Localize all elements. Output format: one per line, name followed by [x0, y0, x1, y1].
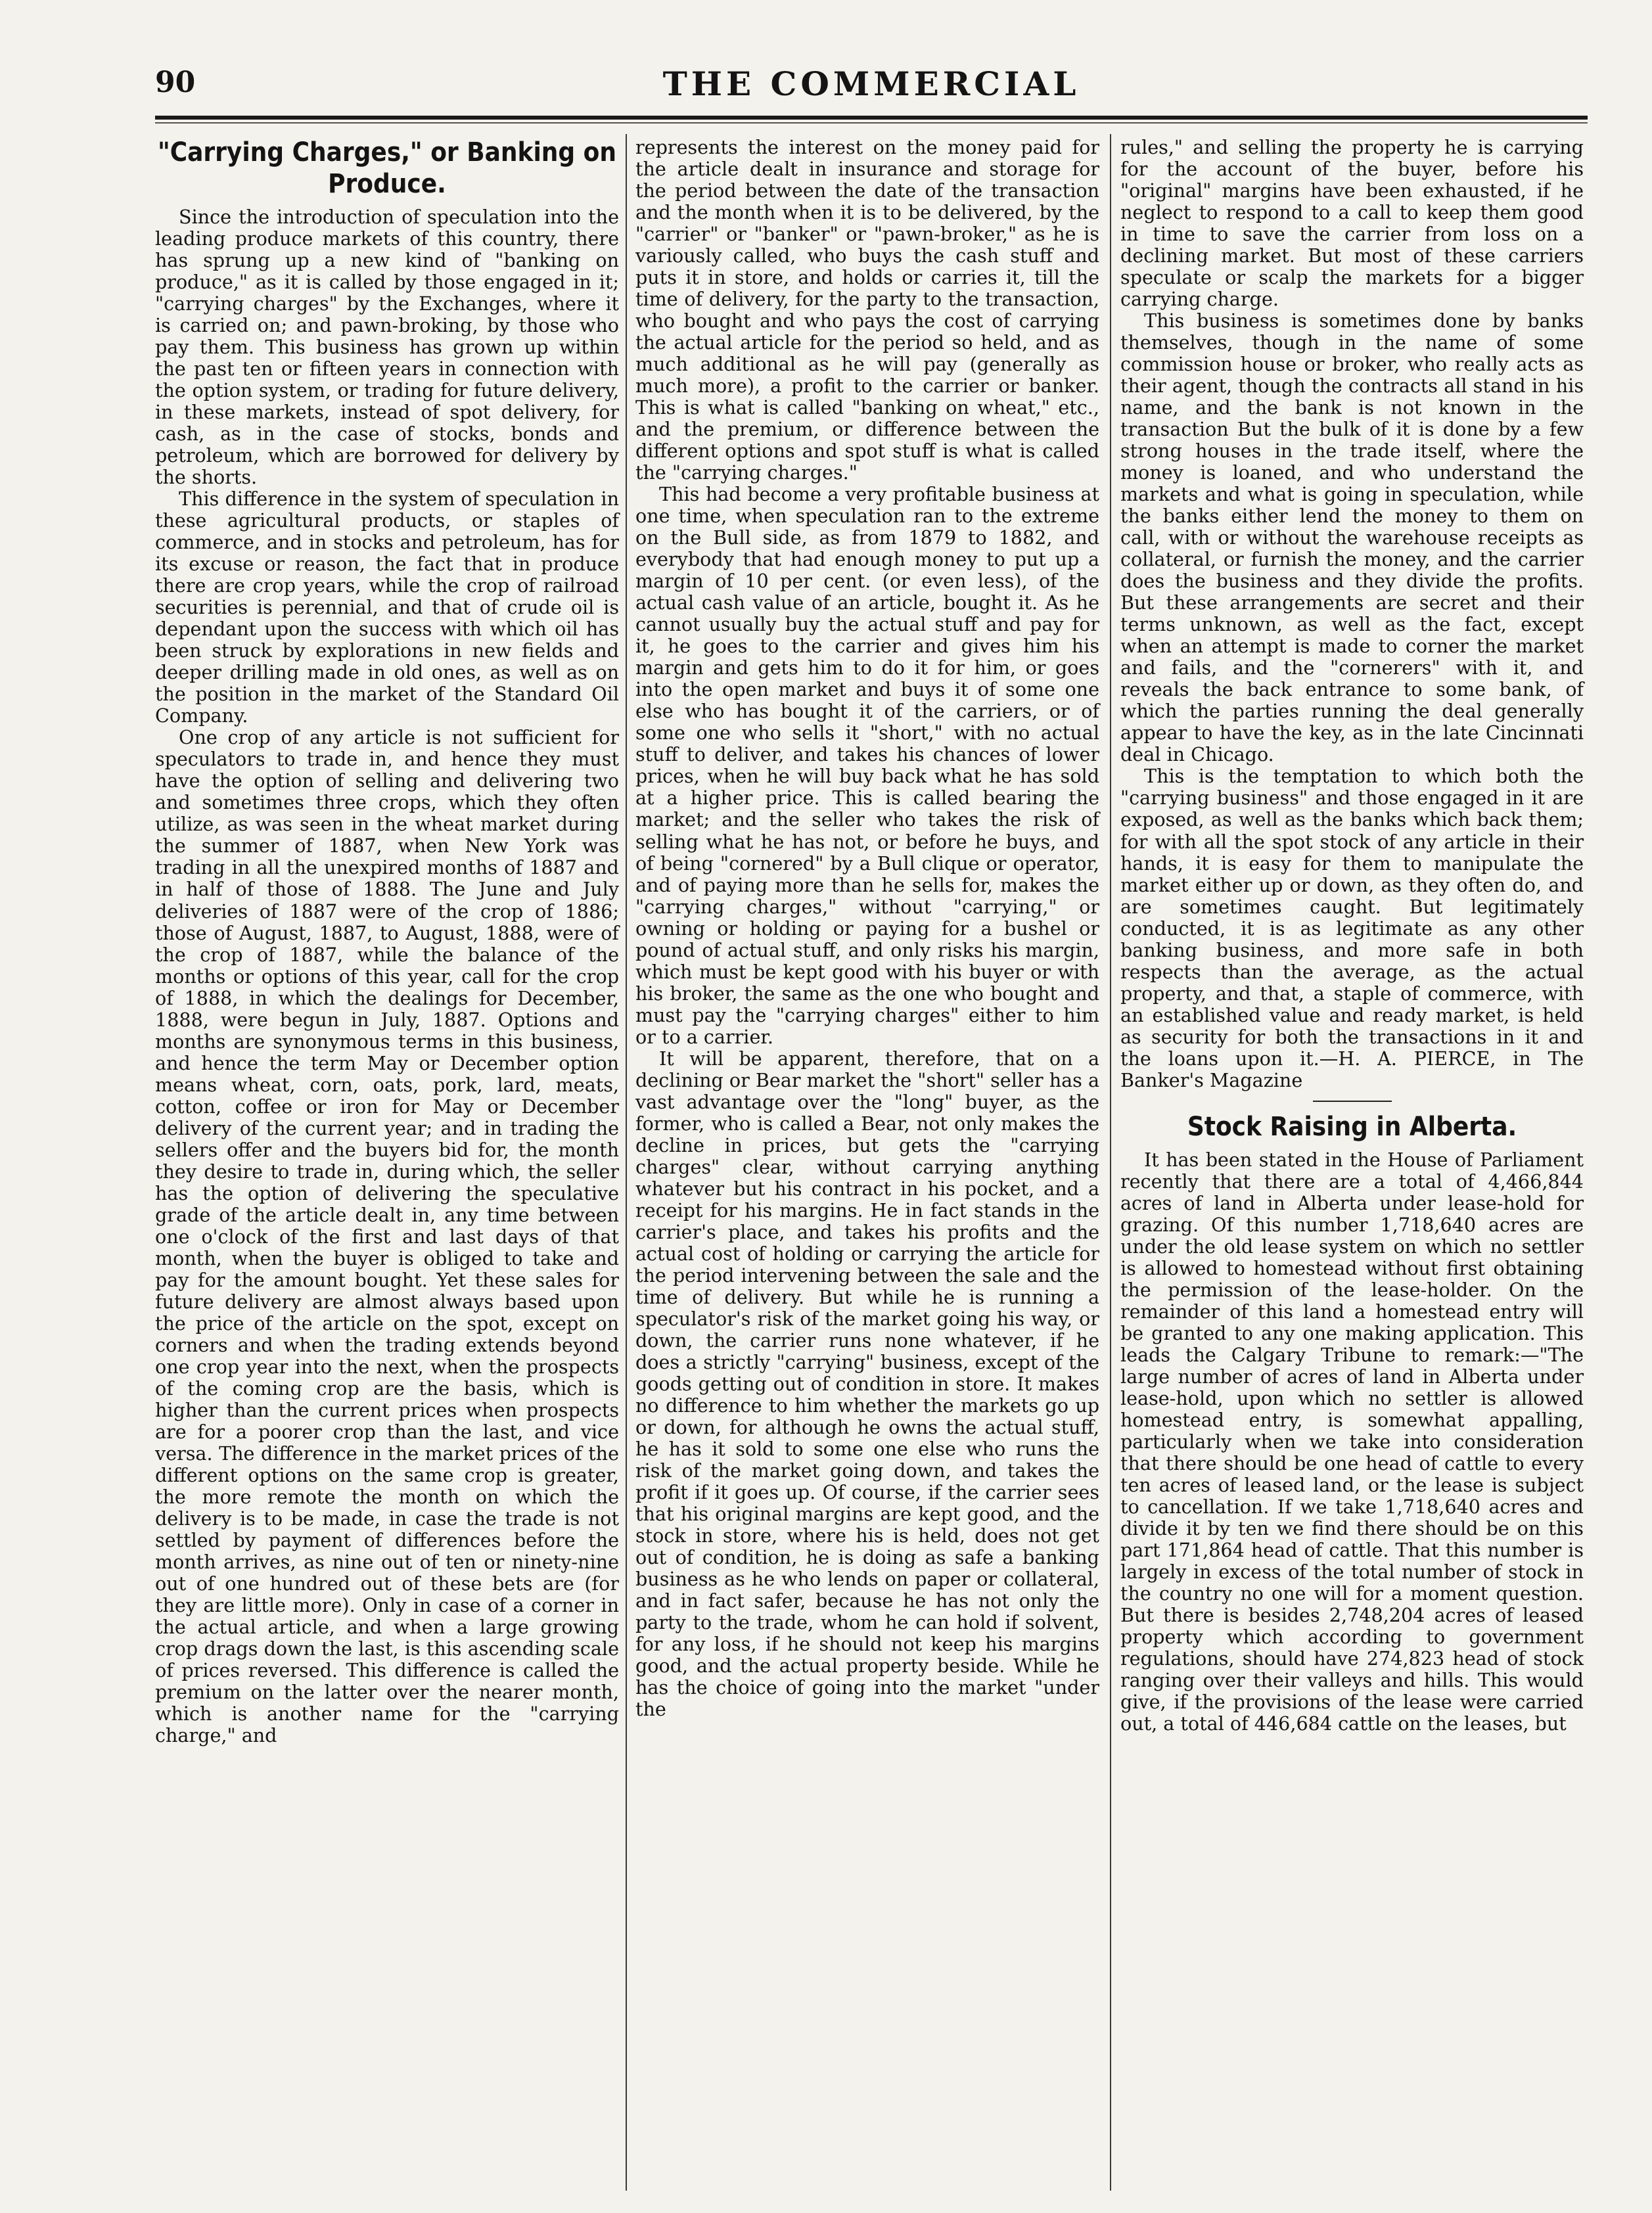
- page-header: [155, 66, 1588, 112]
- header-rule: [155, 116, 1588, 120]
- column-divider: [626, 134, 627, 2191]
- column-2: [635, 137, 1099, 1720]
- column-1: [155, 137, 619, 1746]
- paragraph: This business is sometimes done by banks themselves, though in the name of some commission house or broker, who really acts as their agent, though the contracts all stand in his name, and the bank is not known in the transaction But the bulk of it is done by a few strong houses in the trade itself, where the money is loaned, and who understand the markets and what is going in speculation, while the banks either lend the money to them on call, with or without the warehouse receipts as collateral, or furnish the money, and the carrier does the business and they divide the profits. But these arrangements are secret and their terms unknown, as well as the fact, except when an attempt is made to corner the market and fails, and the "cornerers" with it, and reveals the back entrance to some bank, of which the parties running the deal generally appear to have the key, as in the late Cincinnati deal in Chicago.: [1120, 309, 1584, 766]
- paragraph: Since the introduction of speculation into the leading produce markets of this country, there has sprung up a new kind of "banking on produce," as it is called by those engaged in it; "carrying charges" by the Exchanges, where it is carried on; and pawn-broking, by those who pay them. This business has grown up within the past ten or fifteen years in connection with the option system, or trading for future delivery, in these markets, instead of spot delivery, for cash, as in the case of stocks, bonds and petroleum, which are borrowed for delivery by the shorts.: [155, 206, 619, 489]
- paragraph: It has been stated in the House of Parliament recently that there are a total of 4,466,844 acres of land in Alberta under lease-hold for grazing. Of this number 1,718,640 acres are under the old lease system on which no settler is allowed to homestead without first obtaining the permission of the lease-holder. On the remainder of this land a homestead entry will be granted to any one making application. This leads the Calgary Tribune to remark:—"The large number of acres of land in Alberta under lease-hold, upon which no settler is allowed homestead entry, is somewhat appalling, particularly when we take into consideration that there should be one head of cattle to every ten acres of leased land, or the lease is subject to cancellation. If we take 1,718,640 acres and divide it by ten we find there should be on this part 171,864 head of cattle. That this number is largely in excess of the total number of stock in the country no one will for a moment question. But there is besides 2,748,204 acres of leased property which according to government regulations, should have 274,823 head of stock ranging over their valleys and hills. This would give, if the provisions of the lease were carried out, a total of 446,684 cattle on the leases, but: [1120, 1148, 1584, 1735]
- paragraph: It will be apparent, therefore, that on a declining or Bear market the "short" seller has a vast advantage over the "long" buyer, as the former, who is called a Bear, not only makes the decline in prices, but gets the "carrying charges" clear, without carrying anything whatever but his contract in his pocket, and a receipt for his margins. He in fact stands in the carrier's place, and takes his profits and the actual cost of holding or carrying the article for the period intervening between the sale and the time of delivery. But while he is running a speculator's risk of the market going his way, or down, the carrier runs none whatever, if he does a strictly "carrying" business, except of the goods getting out of condition in store. It makes no difference to him whether the markets go up or down, for although he owns the actual stuff, he has it sold to some one else who runs the risk of the market going down, and takes the profit if it goes up. Of course, if the carrier sees that his original margins are kept good, and the stock in store, where his is held, does not get out of condition, he is doing as safe a banking business as he who lends on paper or collateral, and in fact safer, because he has not only the party to the trade, whom he can hold if solvent, for any loss, if he should not keep his margins good, and the actual property beside. While he has the choice of going into the market "under the: [635, 1047, 1099, 1721]
- article-headline: "Carrying Charges," or Banking on Produce.: [157, 137, 617, 199]
- column-divider: [1110, 134, 1111, 2191]
- paragraph: This difference in the system of speculation in these agricultural products, or staples of commerce, and in stocks and petroleum, has for its excuse or reason, the fact that in produce there are crop years, while the crop of railroad securities is perennial, and that of crude oil is dependant upon the success with which oil has been struck by explorations in new fields and deeper drilling made in old ones, as well as on the position in the market of the Standard Oil Company.: [155, 488, 619, 727]
- page-number: 90: [155, 66, 196, 99]
- paragraph: This is the temptation to which both the "carrying business" and those engaged in it are exposed, as well as the banks which back them; for with all the spot stock of any article in their hands, it is easy for them to manipulate the market either up or down, as they often do, and are sometimes caught. But legitimately conducted, it is as legitimate as any other banking business, and more safe in both respects than the average, as the actual property, and that, a staple of commerce, with an established value and ready market, is held as security for both the transactions in it and the loans upon it.—H. A. PIERCE, in The Banker's Magazine: [1120, 765, 1584, 1091]
- article-separator: [1313, 1101, 1392, 1102]
- paragraph: One crop of any article is not sufficient for speculators to trade in, and hence they must have the option of selling and delivering two and sometimes three crops, which they often utilize, as was seen in the wheat market during the summer of 1887, when New York was trading in all the unexpired months of 1887 and in half of those of 1888. The June and July deliveries of 1887 were of the crop of 1886; those of August, 1887, to August, 1888, were of the crop of 1887, while the balance of the months or options of this year, call for the crop of 1888, in which the dealings for December, 1888, were begun in July, 1887. Options and months are synonymous terms in this business, and hence the term May or December option means wheat, corn, oats, pork, lard, meats, cotton, coffee or iron for May or December delivery of the current year; and in trading the sellers offer and the buyers bid for, the month they desire to trade in, during which, the seller has the option of delivering the speculative grade of the article dealt in, any time between one o'clock of the first and last days of that month, when the buyer is obliged to take and pay for the amount bought. Yet these sales for future delivery are almost always based upon the price of the article on the spot, except on corners and when the trading extends beyond one crop year into the next, when the prospects of the coming crop are the basis, which is higher than the current prices when prospects are for a poorer crop than the last, and vice versa. The difference in the market prices of the different options on the same crop is greater, the more remote the month on which the delivery is to be made, in case the trade is not settled by payment of differences before the month arrives, as nine out of ten or ninety-nine out of one hundred out of these bets are (for they are little more). Only in case of a corner in the actual article, and when a large growing crop drags down the last, is this ascending scale of prices reversed. This difference is called the premium on the latter over the nearer month, which is another name for the "carrying charge," and: [155, 726, 619, 1747]
- header-rule-thin: [155, 122, 1588, 124]
- paragraph: This had become a very profitable business at one time, when speculation ran to the extreme on the Bull side, as from 1879 to 1882, and everybody that had enough money to put up a margin of 10 per cent. (or even less), of the actual cash value of an article, bought it. As he cannot usually buy the actual stuff and pay for it, he goes to the carrier and gives him his margin and gets him to do it for him, or goes into the open market and buys it of some one else who has bought it of the carriers, or of some one who sells it "short," with no actual stuff to deliver, and takes his chances of lower prices, when he will buy back what he has sold at a higher price. This is called bearing the market; and the seller who takes the risk of selling what he has not, or before he buys, and of being "cornered" by a Bull clique or operator, and of paying more than he sells for, makes the "carrying charges," without "carrying," or owning or holding or paying for a bushel or pound of actual stuff, and only risks his margin, which must be kept good with his buyer or with his broker, the same as the one who bought and must pay the "carrying charges" either to him or to a carrier.: [635, 483, 1099, 1048]
- masthead: THE COMMERCIAL: [662, 64, 1080, 103]
- paragraph: rules," and selling the property he is carrying for the account of the buyer, before his "original" margins have been exhausted, if he neglect to respond to a call to keep them good in time to save the carrier from loss on a declining market. But most of these carriers speculate or scalp the markets for a bigger carrying charge.: [1120, 136, 1584, 311]
- column-3: [1120, 137, 1584, 1735]
- article-headline: Stock Raising in Alberta.: [1187, 1111, 1517, 1142]
- paragraph: represents the interest on the money paid for the article dealt in insurance and storage for the period between the date of the transaction and the month when it is to be delivered, by the "carrier" or "banker" or "pawn-broker," as he is variously called, who buys the cash stuff and puts it in store, and holds or carries it, till the time of delivery, for the party to the transaction, who bought and who pays the cost of carrying the actual article for the period so held, and as much additional as he will pay (generally as much more), a profit to the carrier or banker. This is what is called "banking on wheat," etc., and the premium, or difference between the different options and spot stuff is what is called the "carrying charges.": [635, 136, 1099, 484]
